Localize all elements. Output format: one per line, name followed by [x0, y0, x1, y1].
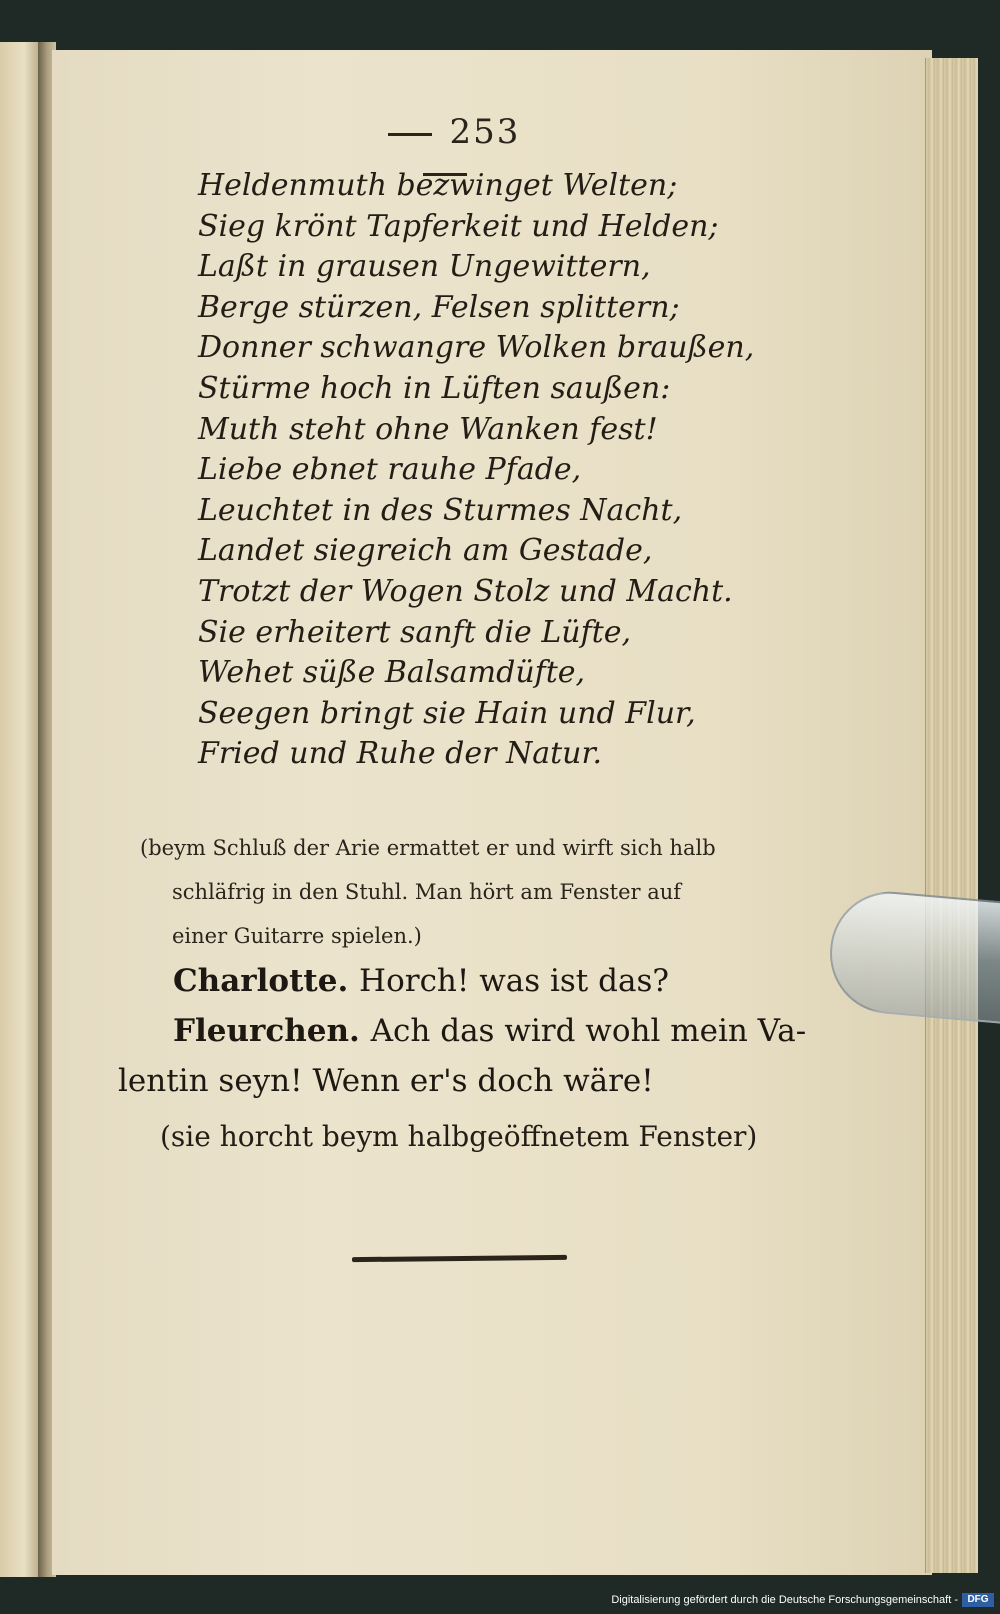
stage-direction	[140, 826, 780, 958]
final-stage-direction: (sie horcht beym halbgeöffnetem Fenster)	[160, 1120, 758, 1153]
left-page-edge	[0, 42, 40, 1577]
verse-line: Landet siegreich am Gestade,	[198, 533, 653, 569]
verse-line: Berge stürzen, Felsen splittern;	[198, 289, 680, 325]
speaker-name: Fleurchen.	[173, 1013, 360, 1049]
verse-line: Stürme hoch in Lüften saußen:	[198, 370, 671, 406]
verse-block	[198, 166, 758, 775]
footer-credit: Digitalisierung gefördert durch die Deutsche Forschungsgemeinschaft -	[611, 1594, 958, 1606]
speaker-name: Charlotte.	[173, 963, 349, 999]
verse-line: Heldenmuth bezwinget Welten;	[198, 168, 678, 203]
verse-line: Muth steht ohne Wanken fest!	[198, 411, 658, 447]
stage-direction-line: schläfrig in den Stuhl. Man hört am Fenster auf	[172, 880, 682, 904]
dialogue-line	[118, 1056, 798, 1106]
verse-line: Wehet süße Balsamdüfte,	[198, 655, 586, 691]
verse-line: Sieg krönt Tapferkeit und Helden;	[198, 208, 719, 244]
speech-text: lentin seyn! Wenn er's doch wäre!	[118, 1063, 654, 1099]
stage-direction-line: (beym Schluß der Arie ermattet er und wirft sich halb	[140, 836, 716, 860]
verse-line: Laßt in grausen Ungewittern,	[198, 249, 651, 285]
page-stack-edge	[925, 58, 978, 1573]
verse-line: Fried und Ruhe der Natur.	[198, 736, 603, 772]
speech-text: Ach das wird wohl mein Va-	[370, 1013, 807, 1049]
verse-line: Donner schwangre Wolken braußen,	[198, 330, 755, 366]
verse-line: Trotzt der Wogen Stolz und Macht.	[198, 573, 733, 609]
verse-line: Liebe ebnet rauhe Pfade,	[198, 452, 582, 488]
dfg-logo: DFG	[962, 1593, 994, 1607]
dialogue-line	[118, 956, 798, 1006]
stage-direction-line: einer Guitarre spielen.)	[172, 924, 422, 948]
page-number: 253	[330, 112, 560, 192]
dialogue-line	[118, 1006, 807, 1056]
speech-text: Horch! was ist das?	[359, 963, 669, 999]
verse-line: Seegen bringt sie Hain und Flur,	[198, 695, 696, 731]
verse-line: Sie erheitert sanft die Lüfte,	[198, 614, 632, 650]
verse-line: Leuchtet in des Sturmes Nacht,	[198, 492, 683, 528]
dialogue-block	[118, 956, 807, 1106]
